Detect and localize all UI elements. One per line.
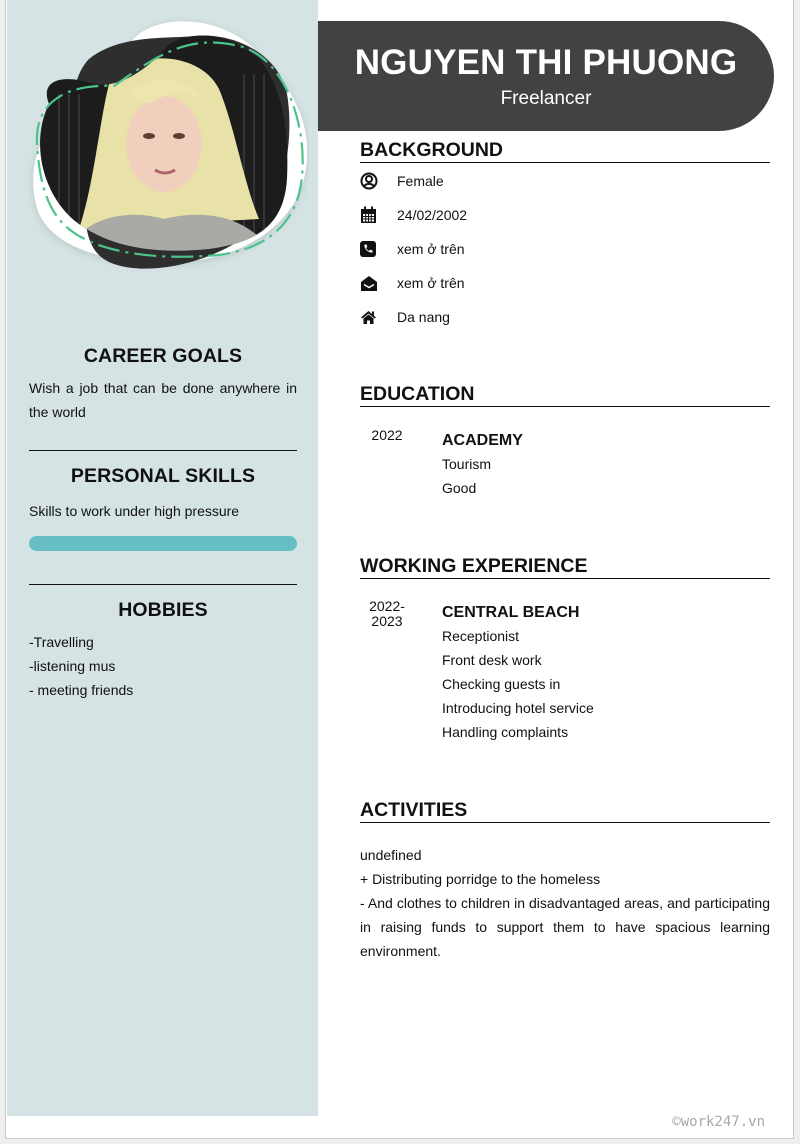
experience-year-end: 2023 — [371, 613, 403, 629]
personal-skills-title: PERSONAL SKILLS — [70, 465, 256, 487]
background-title: BACKGROUND — [360, 139, 770, 163]
activity-line: - And clothes to children in disadvantaged areas, and participating in raising funds to support them to have spacious learning environment. — [360, 895, 770, 959]
avatar — [19, 14, 309, 276]
skill-level-bar — [29, 536, 297, 551]
experience-position: Receptionist — [442, 628, 520, 644]
experience-company: CENTRAL BEACH — [442, 604, 580, 621]
education-year: 2022 — [371, 427, 403, 443]
experience-entry — [360, 599, 770, 744]
birthdate-value: 24/02/2002 — [397, 207, 468, 223]
divider — [29, 584, 297, 585]
experience-task: Checking guests in — [442, 676, 561, 692]
experience-year-start: 2022- — [369, 598, 405, 614]
experience-years — [360, 599, 442, 744]
candidate-name: NGUYEN THI PHUONG — [354, 43, 738, 82]
activities-title: ACTIVITIES — [360, 799, 770, 823]
skill-label: Skills to work under high pressure — [29, 503, 240, 519]
calendar-icon — [360, 206, 397, 224]
education-entry — [360, 427, 770, 500]
activity-line: + Distributing porridge to the homeless — [360, 871, 601, 887]
activities-section — [360, 799, 770, 963]
email-value: xem ở trên — [397, 275, 465, 291]
education-title: EDUCATION — [360, 383, 770, 407]
avatar-frame-icon — [19, 14, 309, 276]
hobby-item: -listening mus — [29, 658, 116, 674]
experience-section — [360, 555, 770, 744]
background-section — [360, 139, 770, 334]
address-value: Da nang — [397, 309, 450, 325]
cv-page — [5, 0, 794, 1139]
education-grade: Good — [442, 480, 477, 496]
candidate-role: Freelancer — [500, 88, 592, 109]
career-goals-text: Wish a job that can be done anywhere in the world — [29, 380, 297, 420]
name-header — [318, 21, 774, 131]
activities-text — [360, 843, 770, 963]
hobby-item: - meeting friends — [29, 682, 134, 698]
career-goals-section — [29, 345, 297, 424]
info-address — [360, 300, 770, 334]
experience-task: Front desk work — [442, 652, 542, 668]
info-email — [360, 266, 770, 300]
education-section — [360, 383, 770, 500]
experience-title: WORKING EXPERIENCE — [360, 555, 770, 579]
info-gender — [360, 164, 770, 198]
watermark: ©work247.vn — [672, 1114, 765, 1130]
divider — [29, 450, 297, 451]
personal-skills-section — [29, 465, 297, 551]
activity-line: undefined — [360, 847, 422, 863]
info-phone — [360, 232, 770, 266]
education-major: Tourism — [442, 456, 492, 472]
sidebar — [7, 0, 318, 1116]
info-birthdate — [360, 198, 770, 232]
hobbies-title: HOBBIES — [118, 599, 208, 621]
phone-icon — [360, 241, 397, 257]
hobby-item: -Travelling — [29, 634, 94, 650]
gender-value: Female — [397, 173, 444, 189]
phone-value: xem ở trên — [397, 241, 465, 257]
user-circle-icon — [360, 172, 397, 190]
envelope-open-icon — [360, 275, 397, 292]
career-goals-title: CAREER GOALS — [83, 345, 243, 367]
experience-task: Handling complaints — [442, 724, 569, 740]
hobbies-section — [29, 599, 297, 702]
home-icon — [360, 310, 397, 325]
experience-task: Introducing hotel service — [442, 700, 594, 716]
education-school: ACADEMY — [442, 432, 523, 449]
